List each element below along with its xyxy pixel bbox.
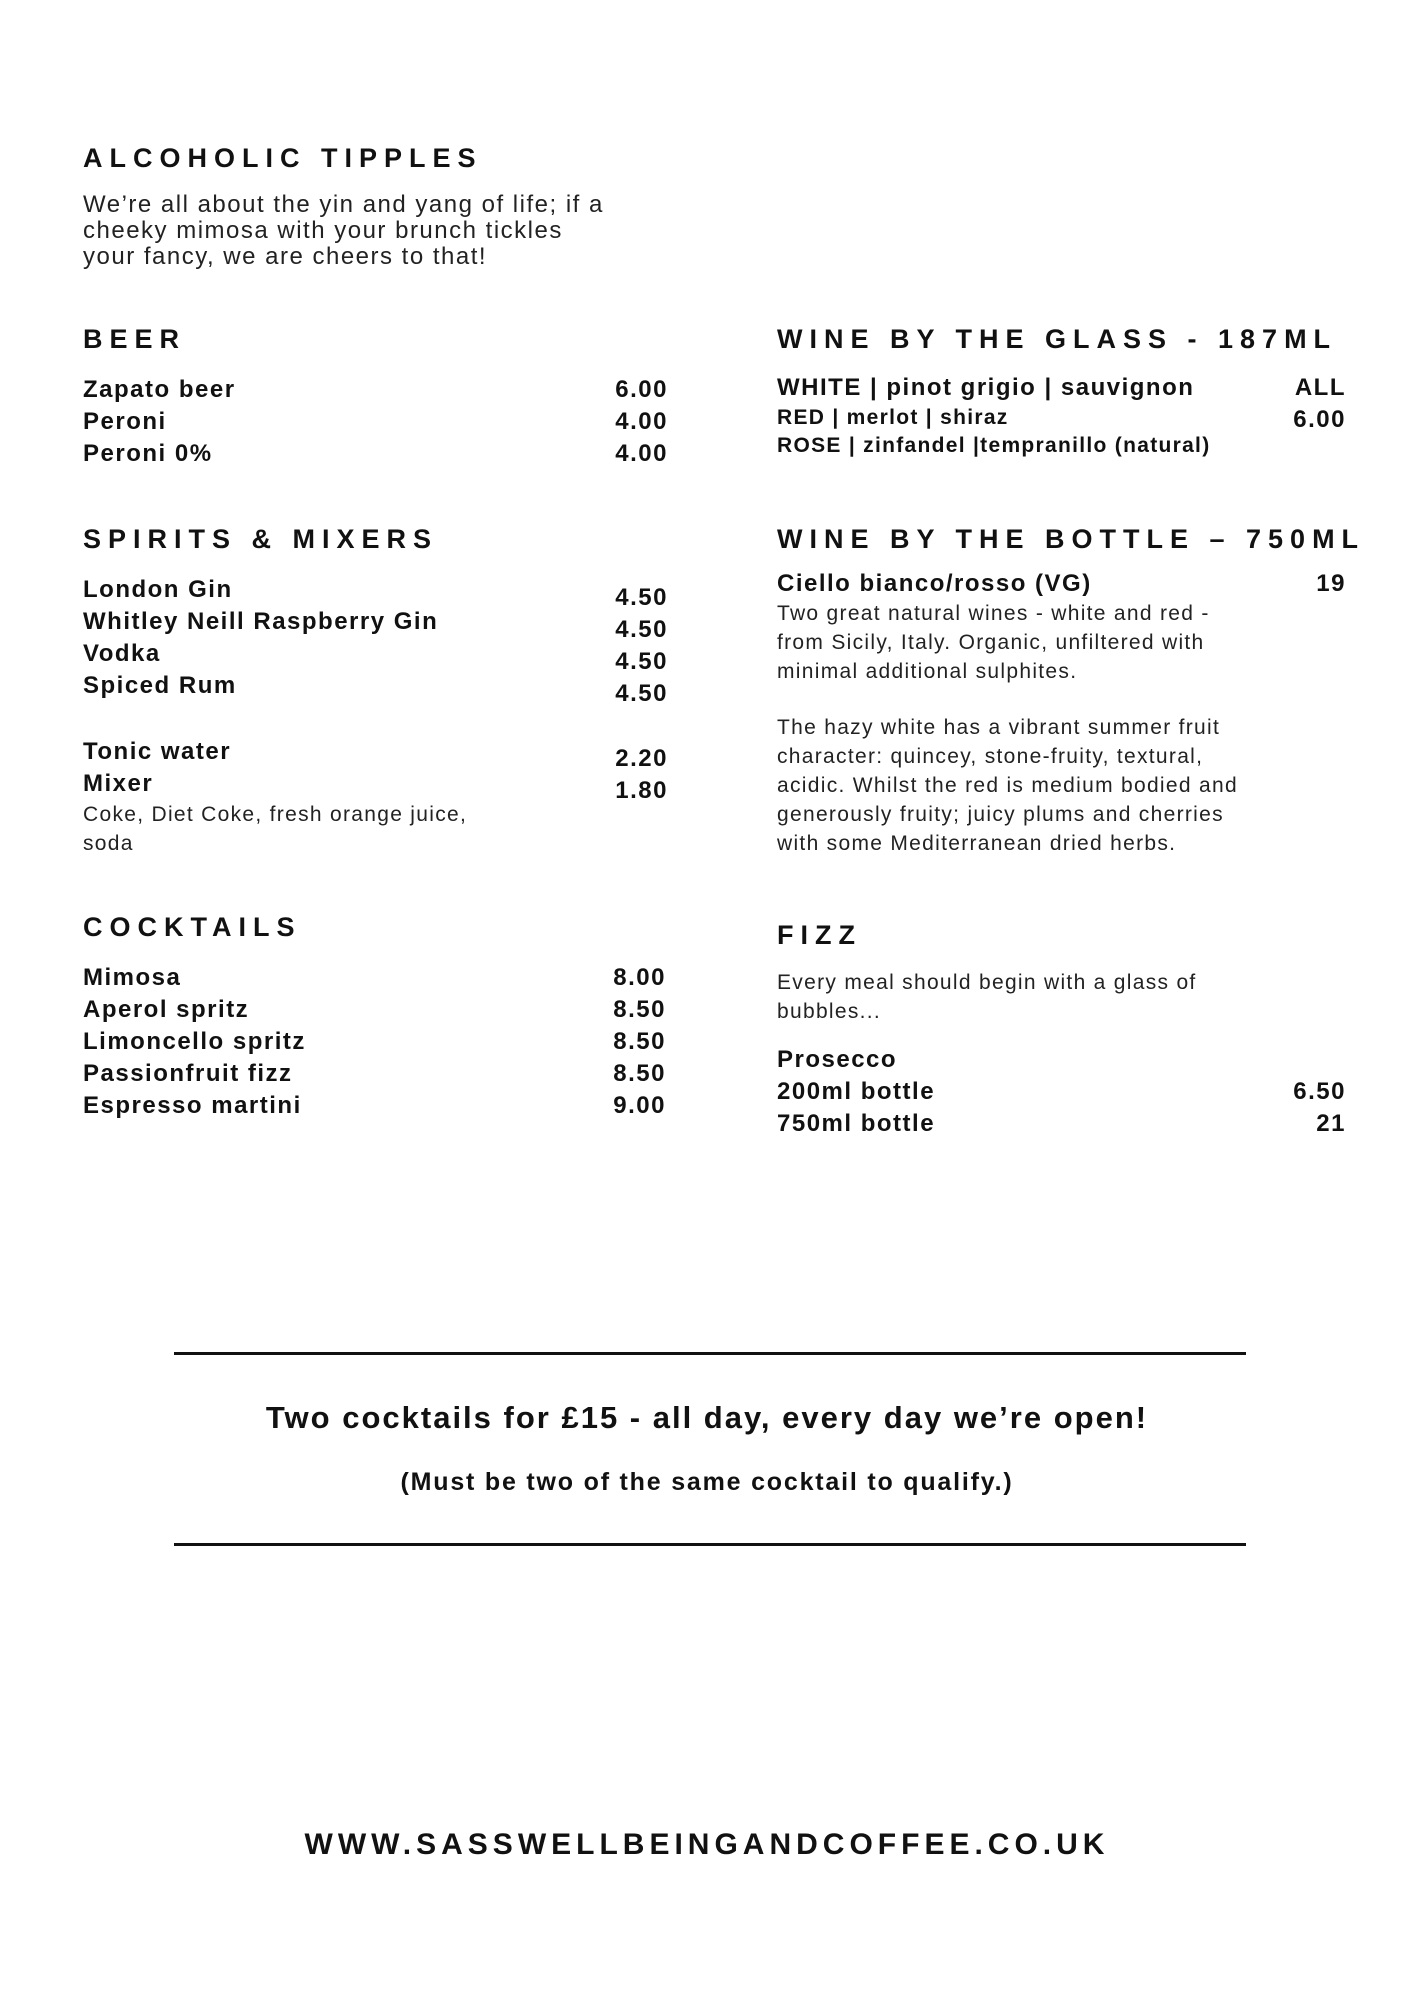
- beer-heading: BEER: [83, 324, 187, 354]
- description-line: minimal additional sulphites.: [777, 660, 1078, 683]
- wine-glass-line: WHITE | pinot grigio | sauvignon: [777, 374, 1195, 401]
- spirits-heading: SPIRITS & MIXERS: [83, 524, 439, 554]
- menu-item-price: 8.50: [613, 996, 666, 1023]
- intro-text: [83, 192, 683, 270]
- divider-bottom: [174, 1543, 1246, 1546]
- description-line: acidic. Whilst the red is medium bodied and: [777, 774, 1238, 797]
- mixer-note: [83, 800, 603, 858]
- menu-item-price: 4.00: [615, 408, 668, 435]
- intro-line: We’re all about the yin and yang of life; if a: [83, 191, 604, 218]
- wine-bottle-tasting-notes: [777, 713, 1337, 858]
- wine-glass-line: ROSE | zinfandel |tempranillo (natural): [777, 434, 1211, 457]
- description-line: Every meal should begin with a glass of: [777, 971, 1197, 994]
- menu-item-price: 4.00: [615, 440, 668, 467]
- menu-item-price: 21: [1316, 1110, 1346, 1137]
- wine-glass-line: RED | merlot | shiraz: [777, 406, 1009, 429]
- description-line: bubbles...: [777, 1000, 882, 1023]
- menu-item-name: Mixer: [83, 770, 154, 797]
- menu-item-price: 6.50: [1293, 1078, 1346, 1105]
- menu-item-name: Tonic water: [83, 738, 232, 765]
- fizz-heading: FIZZ: [777, 920, 862, 950]
- description-line: from Sicily, Italy. Organic, unfiltered with: [777, 631, 1205, 654]
- wine-glass-price: 6.00: [1293, 406, 1346, 433]
- menu-item-name: Aperol spritz: [83, 996, 250, 1023]
- menu-item-name: Espresso martini: [83, 1092, 302, 1119]
- menu-item-name: Limoncello spritz: [83, 1028, 306, 1055]
- page-title: ALCOHOLIC TIPPLES: [83, 143, 483, 173]
- menu-item-price: 4.50: [615, 648, 668, 675]
- menu-item-name: Peroni 0%: [83, 440, 213, 467]
- menu-item-price: 4.50: [615, 680, 668, 707]
- menu-item-price: 1.80: [615, 777, 668, 804]
- promo-note: (Must be two of the same cocktail to qualify.): [400, 1468, 1014, 1496]
- mixer-note-line: soda: [83, 832, 134, 855]
- wine-bottle-description: [777, 599, 1337, 686]
- menu-item-name: 200ml bottle: [777, 1078, 936, 1105]
- menu-item-price: 8.50: [613, 1060, 666, 1087]
- wine-glass-price-label: ALL: [1294, 374, 1346, 401]
- menu-item-name: Passionfruit fizz: [83, 1060, 293, 1087]
- menu-item-name: Zapato beer: [83, 376, 236, 403]
- menu-item-name: Peroni: [83, 408, 167, 435]
- menu-item-price: 6.00: [615, 376, 668, 403]
- menu-item-price: 19: [1316, 570, 1346, 597]
- wine-bottle-heading: WINE BY THE BOTTLE – 750ML: [777, 524, 1366, 554]
- description-line: character: quincey, stone-fruity, textural,: [777, 745, 1204, 768]
- menu-item-name: 750ml bottle: [777, 1110, 936, 1137]
- wine-glass-heading: WINE BY THE GLASS - 187ML: [777, 324, 1338, 354]
- menu-item-name: Whitley Neill Raspberry Gin: [83, 608, 439, 635]
- menu-item-price: 2.20: [615, 745, 668, 772]
- divider-top: [174, 1352, 1246, 1355]
- intro-line: your fancy, we are cheers to that!: [83, 243, 488, 270]
- intro-line: cheeky mimosa with your brunch tickles: [83, 217, 563, 244]
- description-line: Two great natural wines - white and red -: [777, 602, 1210, 625]
- promo-headline: Two cocktails for £15 - all day, every day we’re open!: [265, 1400, 1149, 1435]
- menu-item-price: 8.00: [613, 964, 666, 991]
- menu-item-name: Vodka: [83, 640, 161, 667]
- menu-item-price: 4.50: [615, 584, 668, 611]
- menu-item-name: London Gin: [83, 576, 233, 603]
- menu-item-price: 8.50: [613, 1028, 666, 1055]
- menu-item-price: 9.00: [613, 1092, 666, 1119]
- description-line: with some Mediterranean dried herbs.: [777, 832, 1177, 855]
- website-link[interactable]: WWW.SASSWELLBEINGANDCOFFEE.CO.UK: [304, 1828, 1110, 1861]
- fizz-description: [777, 968, 1337, 1026]
- menu-item-name: Mimosa: [83, 964, 182, 991]
- mixer-note-line: Coke, Diet Coke, fresh orange juice,: [83, 803, 468, 826]
- description-line: The hazy white has a vibrant summer fruit: [777, 716, 1221, 739]
- cocktails-heading: COCKTAILS: [83, 912, 302, 942]
- menu-item-name: Spiced Rum: [83, 672, 237, 699]
- menu-item-name: Ciello bianco/rosso (VG): [777, 570, 1092, 597]
- menu-item-price: 4.50: [615, 616, 668, 643]
- description-line: generously fruity; juicy plums and cherries: [777, 803, 1224, 826]
- menu-item-name: Prosecco: [777, 1046, 898, 1073]
